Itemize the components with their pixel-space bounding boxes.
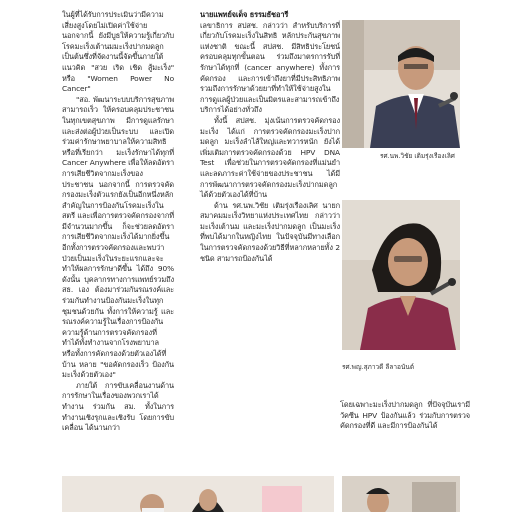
article-column-2 [200,10,340,264]
article-column-1 [62,10,174,434]
paragraph: โดยเฉพาะมะเร็งปากมดลูก ที่ปัจจุบันเรามีวัคซีน HPV ป้องกันแล้ว ร่วมกับการตรวจคัดกรองที่ดี และมีการป้องกันได้ [340,400,470,431]
bottom-photo-right [342,476,460,512]
paragraph: ด้าน รศ.นพ.วิชัย เติมรุ่งเรืองเลิศ นายกสมาคมมะเร็งวิทยาแห่งประเทศไทย กล่าวว่า มะเร็งเต้านม และมะเร็งปากมดลูก เป็นมะเร็งที่พบได้มากในหญิงไทย ในปัจจุบันมีทางเลือกในการตรวจคัดกรองด้วยวิธีที่หลากหลายทั้ง 2 ชนิด สามารถป้องกันได้ [200,200,340,263]
event-photo-illustration-2 [342,476,460,512]
paragraph: เลขาธิการ สปสช. กล่าวว่า สำหรับบริการที่เกี่ยวกับโรคมะเร็งในสิทธิ หลักประกันสุขภาพแห่งชาติ ขณะนี้ สปสช. มีสิทธิประโยชน์ครอบคลุมทุกขั้นตอน ร่วมถึงมาตรการรับที่รักษาได้ทุกที่ (cancer anywhere) ทั้งการคัดกรอง และการเข้าถึงยาที่มีประสิทธิภาพ รวมถึงการรักษาด้วยยาที่ทำให้ใช้จ่ายสูงในการดูแลผู้ป่วยและเป็นมิตรและสามารถเข้าถึงบริการได้อย่างทั่วถึง [200,20,340,115]
paragraph: ภายใต้ การขับเคลื่อนงานด้านการรักษาในเรื่องของพวกเราได้ทำงาน ร่วมกัน สม. ทั้งในการทำงานเชิงรุกและเชิงรับ โดยการขับเคลื่อน ได้นานกว่า [62,380,174,433]
photo-caption-2: รศ.พญ.สุภาวดี ลีลาอนันต์ [342,363,415,371]
paragraph: "สอ. พัฒนาระบบบริการสุขภาพ สามารถเร็ว ให้ครอบคลุมประชาชนในทุกเขตสุขภาพ มีการดูแลรักษาและส่งต่อผู้ป่วยเป็นระบบ และเปิดร่วมค่ารักษาพยาบาลให้ความสิทธิ หรือที่เรียกว่า มะเร็งรักษาได้ทุกที่ Cancer Anywhere เพื่อให้ลดอัตราการเสียชีวิตจากมะเร็งของประชาชน นอกจากนี้ การตรวจคัดกรองมะเร็งตัวแรกยังเป็นอีกหนึ่งหลักสำคัญในการป้องกันโรคมะเร็งในสตรี และเพื่อการตรวจคัดกรองจากที่มีจำนวนมากขึ้น ก็จะช่วยลดอัตราการเสียชีวิตจากมะเร็งได้มากยิ่งขึ้น อีกทั้งการตรวจคัดกรองและพบว่าป่วยเป็นมะเร็งในระยะแรกและจะทำให้ผลการรักษาดีขึ้น ได้ถึง 90% ดังนั้น บุคลากรทางการแพทย์รวมถึง สธ. เอง ต้องมาร่วมกันรณรงค์และร่วมกันทำงานป้องกันมะเร็งในทุกชุมชนด้วยกัน ทั้งการให้ความรู้ และรณรงค์ความรู้ในเรื่องการป้องกัน ความรู้ด้านการตรวจคัดกรองที่ทำได้ทั้งทำงานจากโรงพยาบาล หรือทั้งการคัดกรองด้วยตัวเองได้ที่บ้าน หลาย "ขอคัดกรองเร็ว ป้องกันมะเร็งด้วยตัวเอง" [62,94,174,380]
photo-caption-1: รศ.นพ.วิชัย เติมรุ่งเรืองเลิศ [380,152,455,160]
paragraph: ทั้งนี้ สปสช. มุ่งเน้นการตรวจคัดกรองมะเร็ง ได้แก่ การตรวจคัดกรองมะเร็งปากมดลูก มะเร็งลำไส้ใหญ่และทวารหนัก ยังได้เพิ่มเติมการตรวจคัดกรองด้วย HPV DNA Test เพื่อช่วยในการตรวจคัดกรองที่แม่นยำ และลดภาระค่าใช้จ่ายของประชาชน ได้มีการพัฒนาการตรวจคัดกรองมะเร็งปากมดลูกได้ด้วยตัวเองได้ที่บ้าน [200,115,340,200]
event-photo-illustration [62,476,334,512]
paragraph: ในผู้ที่ได้รับการประเมินว่ามีความเสี่ยงสูงโดยไม่เปิดค่าใช้จ่าย นอกจากนี้ ยังมีบูธให้ความรู้เกี่ยวกับโรคมะเร็งเต้านมมะเร็งปากมดลูก เป็นต้นซึ่งที่จัดงานนี้จัดขึ้นภายใต้แนวคิด "สวย เริด เชิด สู้มะเร็ง" หรือ "Women Power No Cancer" [62,10,174,94]
speaker-1-illustration [342,20,460,148]
article-column-3 [340,400,470,432]
photo-speaker-2 [342,200,460,350]
bottom-photo-left [62,476,334,512]
byline: นายแพทย์จเด็จ ธรรมธัชอารี [200,10,289,19]
speaker-2-illustration [342,200,460,350]
photo-speaker-1 [342,20,460,148]
